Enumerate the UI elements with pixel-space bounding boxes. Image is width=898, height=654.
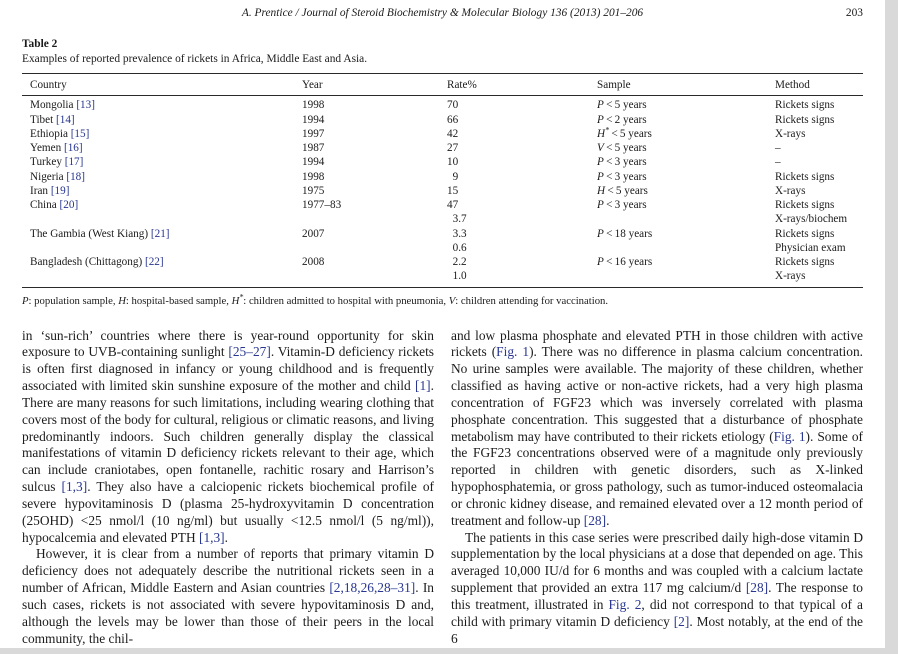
citation-link[interactable]: [13] [76, 99, 95, 112]
rate-cell: 9 [447, 170, 459, 183]
citation-link[interactable]: [20] [59, 199, 79, 211]
method-cell: X-rays/biochem [775, 213, 848, 226]
year-cell [302, 269, 447, 283]
sample-age: < 5 years [609, 127, 652, 140]
sample-cell [597, 170, 775, 184]
rate-cell: 3.3 [447, 227, 467, 240]
text-segment: H [118, 294, 126, 307]
country-cell [22, 184, 302, 198]
table-row [22, 113, 863, 127]
citation-link[interactable]: [1,3] [198, 529, 225, 545]
citation-link[interactable]: Fig. 1 [496, 344, 530, 360]
text-segment: . Most notably, at the end of the 6 [451, 613, 864, 646]
country-cell [22, 155, 302, 169]
sample-age: < 16 years [603, 256, 653, 268]
citation-link[interactable]: [22] [144, 256, 164, 268]
sample-type: P [597, 99, 604, 112]
country-name: The Gambia (West Kiang) [30, 227, 151, 240]
year-cell: 1997 [302, 127, 325, 140]
rate-cell: 47 [447, 199, 459, 211]
rate-cell: 15 [447, 184, 459, 197]
body-paragraph [451, 530, 863, 648]
text-segment: , did not correspond to that typical of a child with primary vitamin D deficiency [451, 597, 863, 629]
text-segment: . In such cases, rickets is not associated with severe hypovitaminosis D and, although the levels may be lower than those of their peers in the local community, the chil- [22, 580, 435, 646]
method-cell: Rickets signs [775, 170, 835, 183]
citation-link[interactable]: [1] [415, 378, 431, 394]
citation-link[interactable]: [18] [66, 170, 85, 183]
body-text [22, 328, 863, 648]
text-segment: V [448, 294, 456, 307]
sample-age: < 3 years [603, 156, 647, 169]
sample-cell [597, 113, 775, 127]
table-row [22, 198, 863, 212]
column-header-country: Country [30, 79, 67, 91]
running-head-text: A. Prentice / Journal of Steroid Biochemistry & Molecular Biology 136 (2013) 201–206 [241, 7, 644, 19]
table-row [22, 98, 863, 112]
country-name: Nigeria [30, 170, 67, 183]
sample-type: H [597, 127, 606, 140]
sample-cell [597, 98, 775, 112]
rate-cell: 66 [447, 113, 459, 126]
method-cell: – [775, 156, 781, 169]
sample-cell [597, 127, 775, 141]
body-paragraph [451, 328, 863, 530]
country-cell [22, 127, 302, 141]
rate-cell: 70 [447, 99, 459, 112]
text-segment: and low plasma phosphate and elevated PTH in those children with active rickets ( [451, 327, 863, 360]
text-segment: : children admitted to hospital with pneumonia, [243, 294, 449, 307]
column-header-sample: Sample [597, 79, 631, 91]
sample-type: P [597, 156, 604, 169]
text-segment: . [606, 512, 610, 528]
country-cell [22, 269, 302, 283]
year-cell: 1998 [302, 170, 325, 183]
method-cell: Rickets signs [775, 199, 835, 211]
sample-type: P [597, 227, 604, 240]
country-name: China [30, 199, 60, 211]
country-cell [22, 241, 302, 255]
sample-type: P [597, 170, 604, 183]
sample-cell [597, 184, 775, 198]
table-row [22, 184, 863, 198]
sample-type: H [597, 184, 606, 197]
year-cell: 1998 [302, 99, 325, 112]
column-header-rate: Rate% [447, 79, 477, 91]
table-caption: Examples of reported prevalence of rickets in Africa, Middle East and Asia. [22, 53, 368, 65]
country-name: Tibet [30, 113, 57, 126]
year-cell: 1994 [302, 113, 325, 126]
rate-cell: 10 [447, 156, 459, 169]
year-cell [302, 241, 447, 255]
citation-link[interactable]: [15] [70, 127, 90, 140]
column-header-year: Year [302, 79, 323, 91]
year-cell: 2007 [302, 227, 325, 240]
year-cell [302, 212, 447, 226]
citation-link[interactable]: [28] [745, 580, 769, 596]
rate-cell: 42 [447, 127, 459, 140]
text-segment: . The response to this treatment, illustrated in [451, 580, 864, 612]
table-row [22, 241, 863, 255]
text-segment: : hospital-based sample, [125, 294, 232, 307]
sample-type: P [597, 256, 604, 268]
sample-age: < 5 years [603, 142, 647, 154]
prevalence-table [22, 73, 863, 288]
citation-link[interactable]: [21] [150, 227, 170, 240]
method-cell: X-rays [775, 270, 806, 283]
country-name: Iran [30, 184, 51, 197]
text-segment: ). There was no difference in plasma calcium concentration. No urine samples were available. The majority of these children, whether classified as having active or non-active rickets, had a very high plasma concentration of FGF23 which was inversely correlated with plasma phosphate concentration. This suggested that a disturbance of phosphate metabolism may have contributed to their rickets etiology ( [451, 344, 863, 444]
citation-link[interactable]: [1,3] [61, 479, 88, 495]
body-paragraph [22, 546, 434, 647]
country-cell [22, 198, 302, 212]
method-cell: Physician exam [775, 241, 846, 254]
method-cell: Rickets signs [775, 256, 835, 268]
running-head [22, 7, 863, 22]
sample-age: < 5 years [605, 184, 648, 197]
year-cell: 2008 [302, 256, 325, 268]
table-label: Table 2 [22, 38, 58, 50]
country-cell [22, 113, 302, 127]
country-name: Yemen [30, 142, 64, 154]
column-header-method: Method [775, 79, 810, 91]
citation-link[interactable]: [17] [64, 156, 84, 169]
sample-cell [597, 141, 775, 155]
country-name: Turkey [30, 156, 65, 169]
sample-cell [597, 255, 775, 269]
sample-age: < 18 years [603, 227, 653, 240]
citation-link[interactable]: [19] [50, 184, 70, 197]
text-segment: : population sample, [28, 294, 119, 307]
table-row [22, 141, 863, 155]
sample-type: V [597, 142, 604, 154]
method-cell: X-rays [775, 184, 806, 197]
sample-cell [597, 241, 775, 255]
method-cell: Rickets signs [775, 99, 835, 112]
rate-cell: 3.7 [447, 213, 467, 226]
year-cell: 1977–83 [302, 199, 342, 211]
country-cell [22, 255, 302, 269]
table-row [22, 227, 863, 241]
sample-cell [597, 227, 775, 241]
country-cell [22, 212, 302, 226]
text-segment: * [239, 291, 244, 301]
country-name: Ethiopia [30, 127, 71, 140]
text-segment: . They also have a calciopenic rickets biochemical profile of severe hypovitaminosis D (plasma 25-hydroxyvitamin D concentration (25OHD) <25 nmol/l (10 ng/ml) but usually <12.5 nmol/l (5 ng/ml)), hypocalcemia and elevated PTH [22, 479, 434, 545]
text-segment: P [22, 294, 29, 307]
text-segment: : children attending for vaccination. [455, 294, 609, 307]
sample-age: < 5 years [603, 99, 647, 112]
table-body [22, 96, 863, 286]
table-row [22, 127, 863, 141]
method-cell: Rickets signs [775, 113, 835, 126]
text-segment: . [224, 529, 229, 545]
text-segment: ). Some of the FGF23 concentrations observed were of a magnitude only previously reported in children with genetic disorders, such as X-linked hypophosphatemia, or gross pathology, such as tumor-induced osteomalacia or chronic kidney disease, and remained elevated over a 12 month period of treatment and follow-up [451, 428, 863, 528]
rate-cell: 0.6 [447, 241, 467, 254]
table-header-row [22, 74, 863, 96]
text-segment: However, it is clear from a number of reports that primary vitamin D deficiency does not adequately describe the nutritional rickets seen in a number of African, Middle Eastern and Asian countries [22, 546, 434, 596]
citation-link[interactable]: [25–27] [228, 344, 271, 360]
body-column-left [22, 328, 434, 648]
citation-link[interactable]: [2,18,26,28–31] [329, 580, 416, 596]
text-segment: H [231, 294, 240, 307]
country-cell [22, 98, 302, 112]
page-number: 203 [845, 7, 863, 19]
table-footnote [22, 291, 863, 307]
citation-link[interactable]: Fig. 2 [608, 597, 642, 612]
country-cell [22, 227, 302, 241]
table-row [22, 155, 863, 169]
citation-link[interactable]: [14] [56, 113, 75, 126]
table-row [22, 269, 863, 283]
text-segment: The patients in this case series were prescribed daily high-dose vitamin D supplementation by the local physicians at a dose that depended on age. This averaged 10,000 IU/d for 6 months and was coupled with a calcium lactate supplement that provided an extra 117 mg calcium/d [451, 529, 863, 596]
citation-link[interactable]: [2] [673, 613, 690, 629]
country-cell [22, 170, 302, 184]
sample-age: < 3 years [603, 170, 647, 183]
sample-age: < 3 years [603, 199, 647, 211]
body-column-right [451, 328, 863, 648]
method-cell: Rickets signs [775, 227, 835, 240]
country-name: Bangladesh (Chittagong) [30, 256, 145, 268]
table-row [22, 212, 863, 226]
sample-cell [597, 155, 775, 169]
method-cell: – [775, 142, 781, 154]
table-row [22, 255, 863, 269]
sample-age: < 2 years [603, 113, 647, 126]
citation-link[interactable]: [28] [583, 512, 607, 528]
sample-superscript: * [605, 125, 610, 135]
sample-cell [597, 269, 775, 283]
text-segment: . Vitamin-D deficiency rickets is often first diagnosed in infancy or young childhood and is frequently associated with limited skin sunshine exposure of the mother and child [22, 344, 435, 394]
year-cell: 1994 [302, 156, 325, 169]
table-row [22, 170, 863, 184]
method-cell: X-rays [775, 127, 806, 140]
sample-type: P [597, 113, 604, 126]
text-segment: . There are many reasons for such limitations, including wearing clothing that covers most of the body for cultural, religious or climatic reasons, and living predominantly indoors. Such children generally display the classical manifestations of vitamin D deficiency rickets relevant to their age, which can include craniotabes, open fontanelle, rachitic rosary and Harrison’s sulcus [22, 378, 434, 495]
sample-cell [597, 212, 775, 226]
year-cell: 1987 [302, 142, 325, 154]
citation-link[interactable]: [16] [63, 142, 83, 154]
text-segment: in ‘sun-rich’ countries where there is year-round opportunity for skin exposure to UVB-containing sunlight [22, 327, 434, 360]
country-name: Mongolia [30, 99, 77, 112]
year-cell: 1975 [302, 184, 325, 197]
rate-cell: 2.2 [447, 256, 467, 268]
citation-link[interactable]: Fig. 1 [773, 428, 806, 444]
rate-cell: 1.0 [447, 270, 467, 283]
rate-cell: 27 [447, 142, 459, 154]
country-cell [22, 141, 302, 155]
sample-type: P [597, 199, 604, 211]
body-paragraph [22, 328, 434, 547]
sample-cell [597, 198, 775, 212]
